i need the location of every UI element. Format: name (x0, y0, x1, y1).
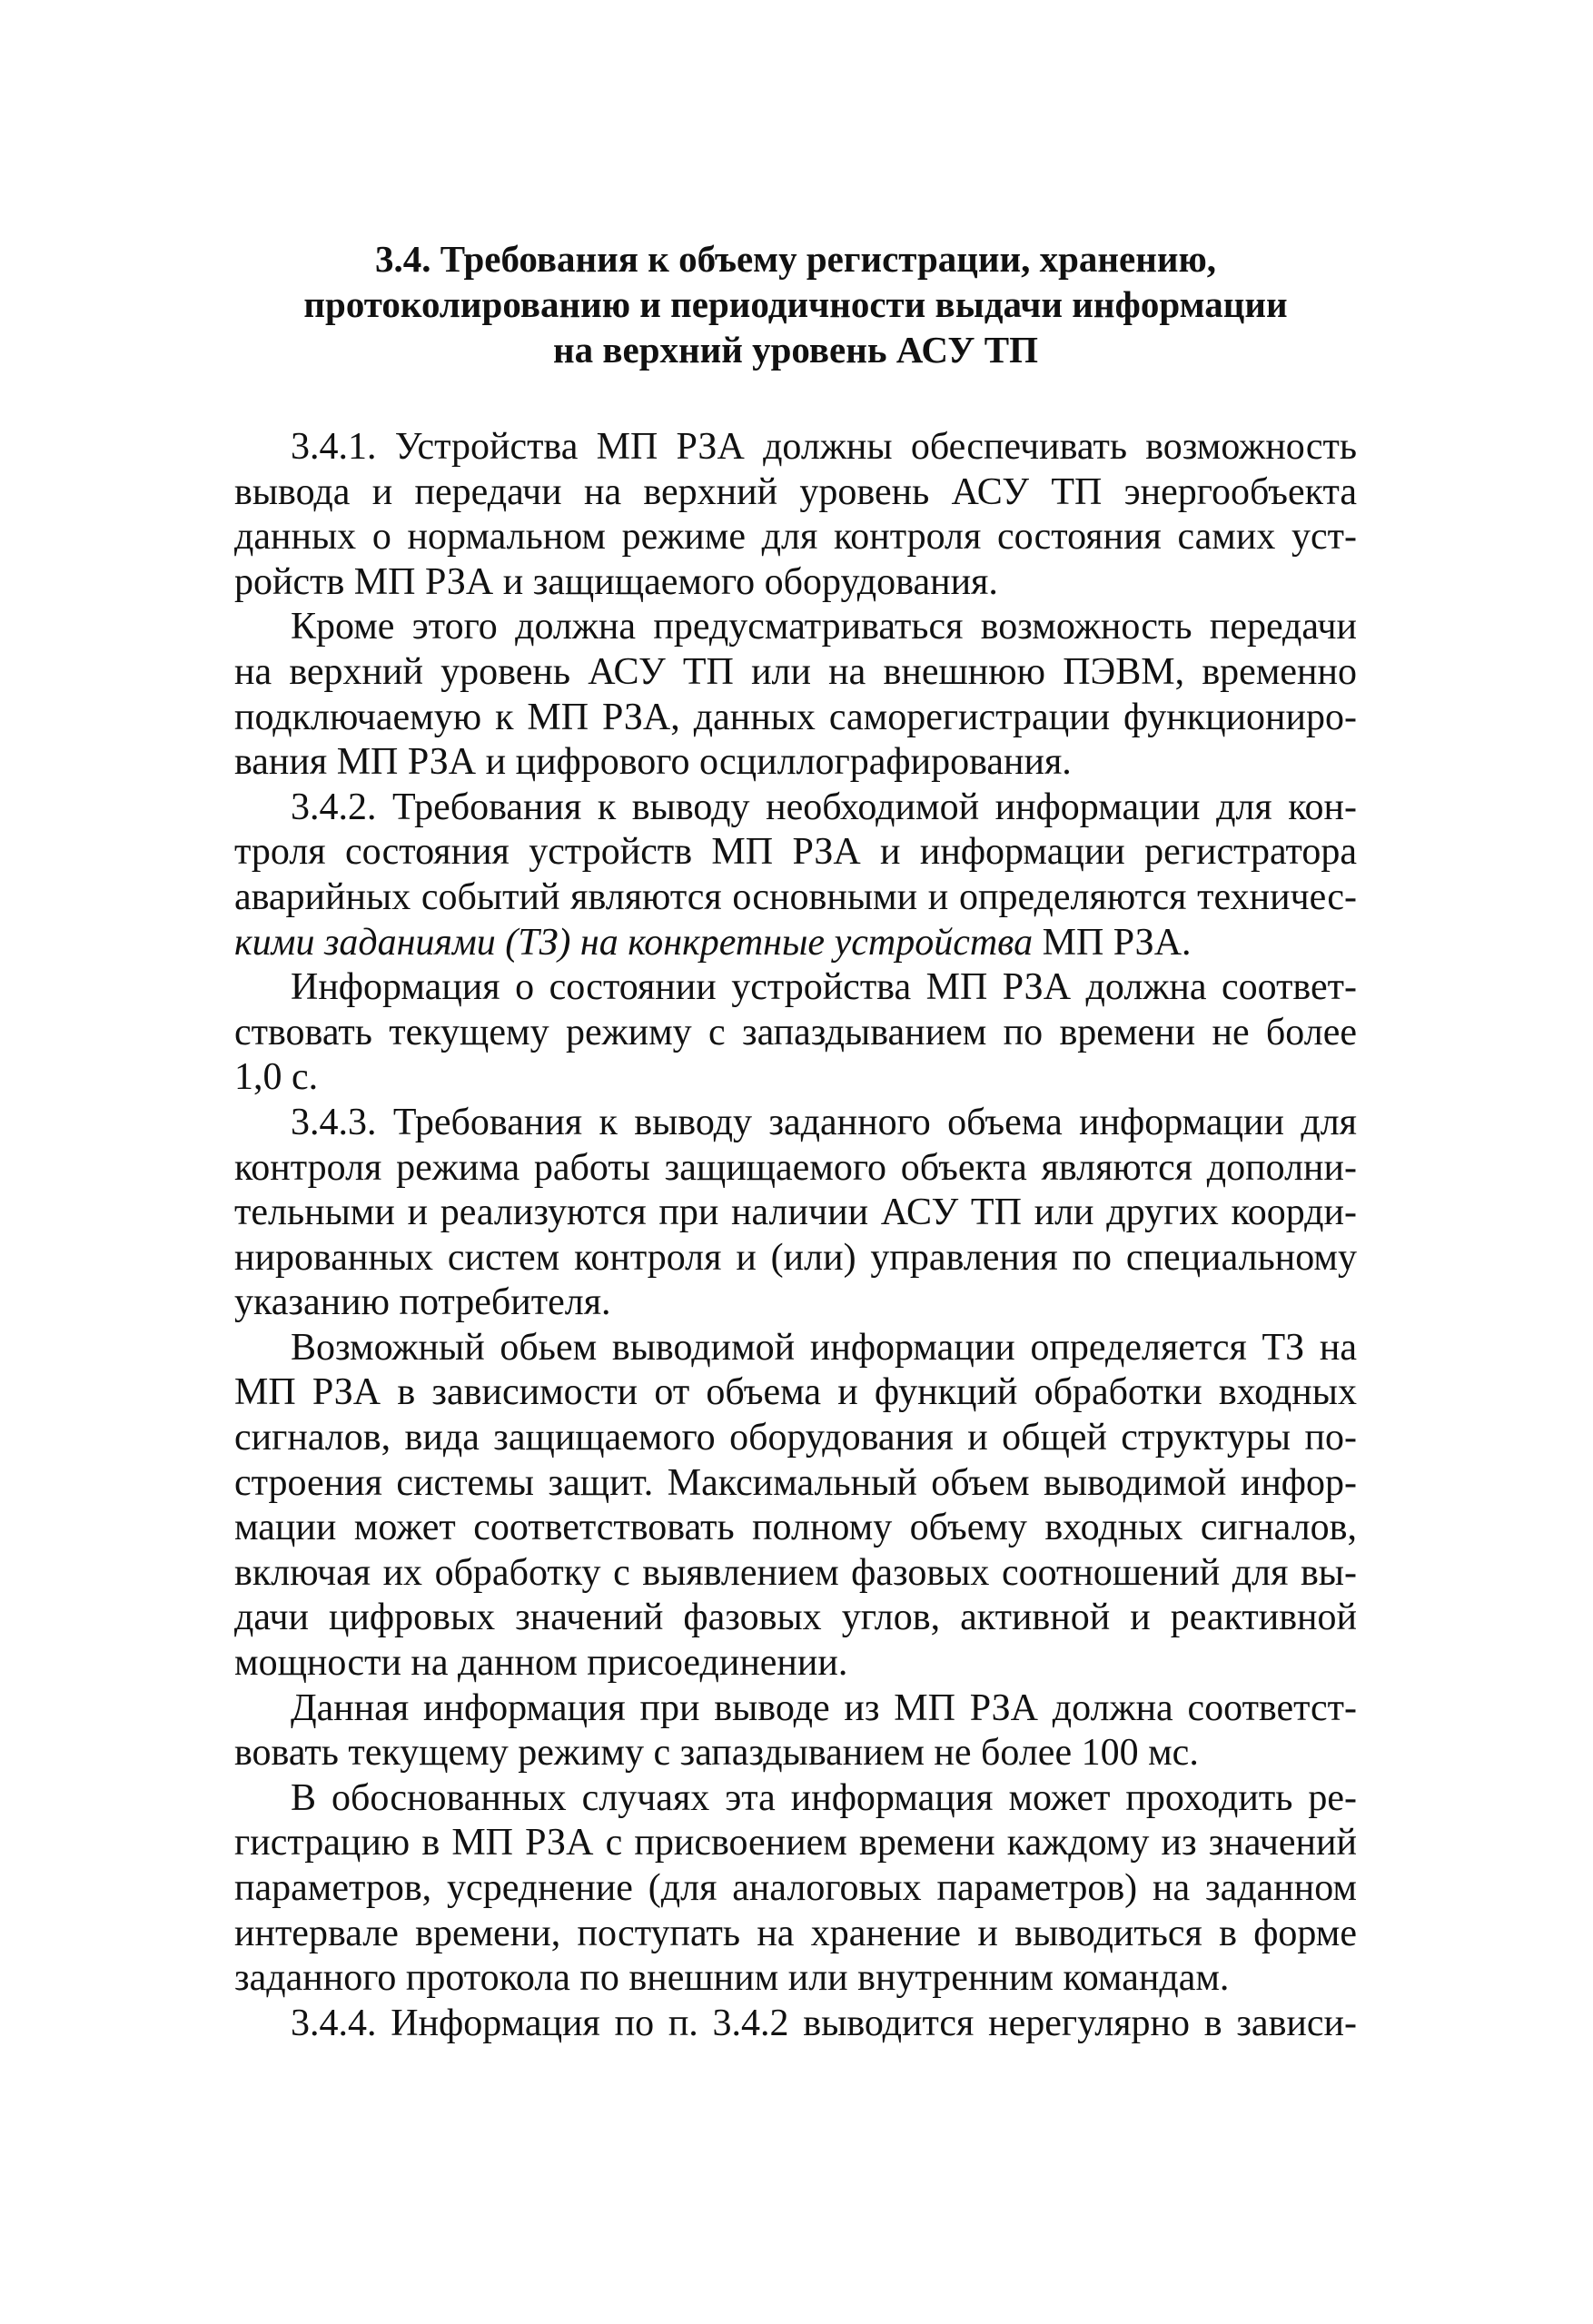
paragraph-3-4-2 (234, 786, 1357, 965)
text-line: вовать текущему режиму с запаздыванием не более 100 мс. (234, 1732, 1199, 1775)
text-line: ствовать текущему режиму с запаздыванием по времени не более (234, 1011, 1357, 1053)
section-heading (234, 236, 1357, 372)
italic-text: кими заданиями (ТЗ) на конкретные устройства (234, 921, 1034, 964)
text-line: заданного протокола по внешним или внутренним командам. (234, 1957, 1230, 2000)
text-line: интервале времени, поступать на хранение и выводиться в форме (234, 1912, 1357, 1954)
paragraph (234, 1686, 1357, 1776)
heading-line-3: на верхний уровень АСУ ТП (552, 329, 1039, 371)
text-line: 3.4.4. Информация по п. 3.4.2 выводится нерегулярно в зависи- (291, 2002, 1357, 2044)
text-line: Информация о состоянии устройства МП РЗА должна соответ- (291, 966, 1357, 1009)
text-line: аварийных событий являются основными и определяются техничес- (234, 875, 1357, 918)
text-line: Данная информация при выводе из МП РЗА должна соответст- (291, 1686, 1357, 1729)
text-line: строения системы защит. Максимальный объем выводимой инфор- (234, 1461, 1357, 1504)
paragraph-3-4-3 (234, 1101, 1357, 1326)
text-line: 3.4.3. Требования к выводу заданного объема информации для (291, 1101, 1357, 1143)
paragraph-3-4-1 (234, 425, 1357, 605)
text-line: данных о нормальном режиме для контроля состояния самих уст- (234, 516, 1357, 559)
text-line: подключаемую к МП РЗА, данных саморегистрации функциониро- (234, 696, 1357, 738)
text-line: указанию потребителя. (234, 1281, 611, 1324)
text-line: включая их обработку с выявлением фазовых соотношений для вы- (234, 1551, 1357, 1594)
paragraph (234, 605, 1357, 785)
text-line: параметров, усреднение (для аналоговых параметров) на заданном (234, 1867, 1357, 1909)
text-line: контроля режима работы защищаемого объекта являются дополни- (234, 1146, 1357, 1189)
text-line: сигналов, вида защищаемого оборудования и общей структуры по- (234, 1417, 1357, 1459)
text-line: 3.4.2. Требования к выводу необходимой информации для кон- (291, 786, 1357, 828)
paragraph (234, 1776, 1357, 2002)
heading-line-2: протоколированию и периодичности выдачи информации (303, 283, 1288, 325)
text-line: В обоснованных случаях эта информация может проходить ре- (291, 1776, 1357, 1819)
paragraph (234, 1326, 1357, 1686)
text-run: МП РЗА. (1033, 921, 1192, 964)
text-line: Кроме этого должна предусматриваться возможность передачи (291, 606, 1357, 648)
text-line: ройств МП РЗА и защищаемого оборудования. (234, 560, 998, 603)
text-line: МП РЗА в зависимости от объема и функций обработки входных (234, 1371, 1357, 1414)
text-line: мощности на данном присоединении. (234, 1642, 848, 1685)
text-line: 3.4.1. Устройства МП РЗА должны обеспечивать возможность (291, 426, 1357, 468)
text-line: нированных систем контроля и (или) управления по специальному (234, 1236, 1357, 1279)
text-line: дачи цифровых значений фазовых углов, активной и реактивной (234, 1597, 1357, 1639)
text-line: тельными и реализуются при наличии АСУ ТП или других коорди- (234, 1192, 1357, 1234)
text-line: гистрацию в МП РЗА с присвоением времени каждому из значений (234, 1822, 1357, 1864)
document-page (234, 236, 1357, 2046)
paragraph-3-4-4 (234, 2002, 1357, 2047)
text-line: вания МП РЗА и цифрового осциллографирования. (234, 741, 1072, 784)
text-line: Возможный обьем выводимой информации определяется ТЗ на (291, 1326, 1357, 1369)
heading-line-1: 3.4. Требования к объему регистрации, хранению, (374, 238, 1217, 280)
text-line: на верхний уровень АСУ ТП или на внешнюю ПЭВМ, временно (234, 650, 1357, 693)
text-line (234, 921, 1357, 966)
text-line: вывода и передачи на верхний уровень АСУ ТП энергообъекта (234, 470, 1357, 513)
text-line: 1,0 с. (234, 1056, 319, 1099)
text-line: троля состояния устройств МП РЗА и информации регистратора (234, 831, 1357, 874)
section-body (234, 425, 1357, 2046)
text-line: мации может соответствовать полному объему входных сигналов, (234, 1507, 1357, 1549)
paragraph (234, 965, 1357, 1101)
